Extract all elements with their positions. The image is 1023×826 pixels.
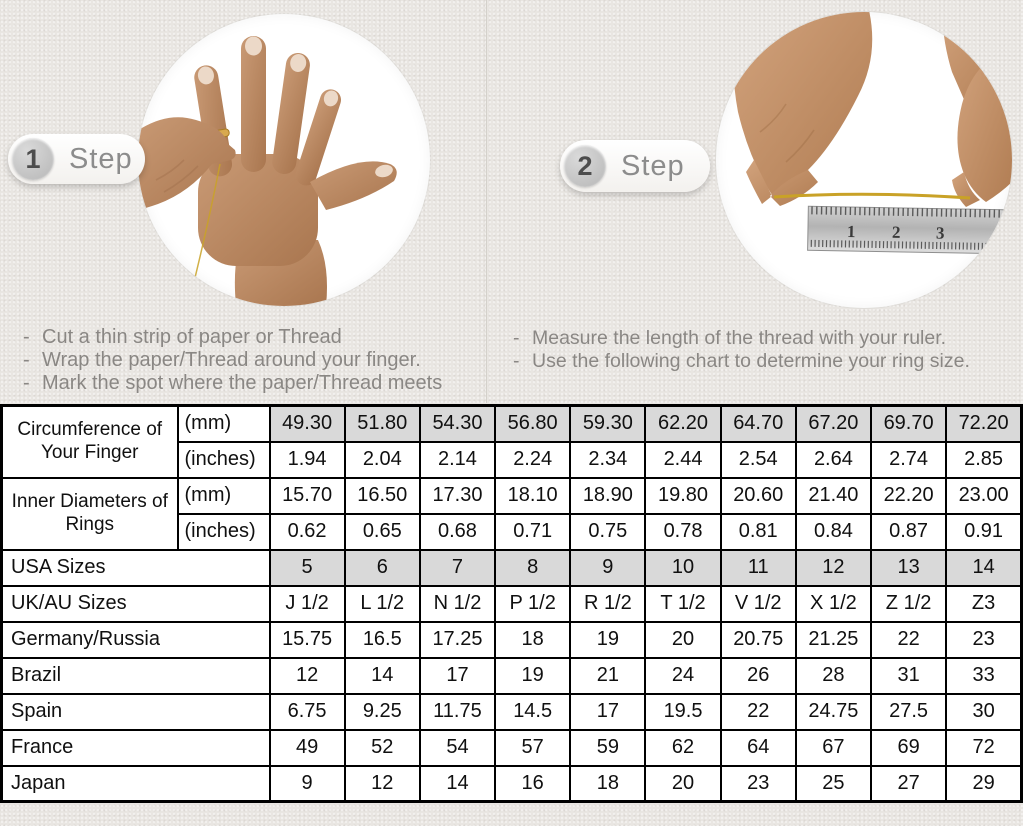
value-cell: 57 — [495, 730, 570, 766]
value-cell: 2.74 — [871, 442, 946, 478]
value-cell: 11 — [721, 550, 796, 586]
step2-label: Step — [621, 149, 685, 182]
table-row — [2, 730, 1022, 766]
value-cell: P 1/2 — [495, 586, 570, 622]
value-cell: 18 — [495, 622, 570, 658]
value-cell: 9 — [570, 550, 645, 586]
unit-label: (inches) — [178, 442, 270, 478]
value-cell: 7 — [420, 550, 495, 586]
size-row-label: USA Sizes — [2, 550, 270, 586]
value-cell: 25 — [796, 766, 871, 802]
value-cell: 31 — [871, 658, 946, 694]
table-row — [2, 766, 1022, 802]
value-cell: 0.87 — [871, 514, 946, 550]
value-cell: 14 — [420, 766, 495, 802]
ruler — [808, 206, 1012, 254]
value-cell: 62 — [645, 730, 720, 766]
value-cell: 49 — [270, 730, 345, 766]
value-cell: 0.78 — [645, 514, 720, 550]
value-cell: 67.20 — [796, 406, 871, 442]
gold-thread — [774, 194, 970, 198]
size-row-label: Japan — [2, 766, 270, 802]
value-cell: 2.64 — [796, 442, 871, 478]
value-cell: 19.80 — [645, 478, 720, 514]
value-cell: 12 — [345, 766, 420, 802]
value-cell: L 1/2 — [345, 586, 420, 622]
value-cell: 18.10 — [495, 478, 570, 514]
value-cell: 0.91 — [946, 514, 1021, 550]
step2-photo-circle — [716, 12, 1012, 308]
value-cell: 59.30 — [570, 406, 645, 442]
value-cell: Z 1/2 — [871, 586, 946, 622]
value-cell: 23.00 — [946, 478, 1021, 514]
table-row — [2, 586, 1022, 622]
value-cell: N 1/2 — [420, 586, 495, 622]
step2-badge — [560, 140, 710, 192]
value-cell: 2.24 — [495, 442, 570, 478]
value-cell: 14.5 — [495, 694, 570, 730]
value-cell: 0.84 — [796, 514, 871, 550]
step1-instructions — [16, 326, 486, 395]
value-cell: 2.44 — [645, 442, 720, 478]
value-cell: 27.5 — [871, 694, 946, 730]
value-cell: 0.62 — [270, 514, 345, 550]
step2-instructions — [506, 327, 1022, 373]
step1-photo-circle — [138, 14, 430, 306]
value-cell: R 1/2 — [570, 586, 645, 622]
unit-label: (inches) — [178, 514, 270, 550]
instruction-text: Measure the length of the thread with your ruler. — [532, 327, 947, 349]
hand-with-ring-photo — [138, 14, 430, 306]
value-cell: 24.75 — [796, 694, 871, 730]
value-cell: 28 — [796, 658, 871, 694]
unit-label: (mm) — [178, 478, 270, 514]
value-cell: 0.81 — [721, 514, 796, 550]
value-cell: 19 — [495, 658, 570, 694]
value-cell: 16.5 — [345, 622, 420, 658]
value-cell: 2.54 — [721, 442, 796, 478]
value-cell: 64.70 — [721, 406, 796, 442]
value-cell: V 1/2 — [721, 586, 796, 622]
table-row — [2, 622, 1022, 658]
table-row — [2, 550, 1022, 586]
size-row-label: Spain — [2, 694, 270, 730]
ruler-number-3: 3 — [935, 223, 945, 243]
value-cell: 17 — [420, 658, 495, 694]
step2-number: 2 — [564, 145, 606, 187]
value-cell: 17.30 — [420, 478, 495, 514]
instruction-item — [506, 327, 1022, 350]
size-row-label: Brazil — [2, 658, 270, 694]
value-cell: X 1/2 — [796, 586, 871, 622]
step1-number: 1 — [12, 138, 54, 180]
value-cell: 9.25 — [345, 694, 420, 730]
value-cell: 2.04 — [345, 442, 420, 478]
value-cell: 27 — [871, 766, 946, 802]
table-row — [2, 658, 1022, 694]
instruction-item — [16, 326, 486, 349]
instruction-item — [16, 372, 486, 395]
value-cell: 15.75 — [270, 622, 345, 658]
value-cell: 2.34 — [570, 442, 645, 478]
value-cell: 8 — [495, 550, 570, 586]
value-cell: 33 — [946, 658, 1021, 694]
instruction-text: Use the following chart to determine your ring size. — [532, 350, 970, 372]
value-cell: 18.90 — [570, 478, 645, 514]
value-cell: 11.75 — [420, 694, 495, 730]
unit-label: (mm) — [178, 406, 270, 442]
value-cell: 24 — [645, 658, 720, 694]
value-cell: 22 — [871, 622, 946, 658]
ring-size-table — [0, 404, 1023, 803]
value-cell: 14 — [345, 658, 420, 694]
instruction-text: Wrap the paper/Thread around your finger. — [42, 349, 421, 371]
value-cell: 49.30 — [270, 406, 345, 442]
value-cell: 52 — [345, 730, 420, 766]
value-cell: 20.60 — [721, 478, 796, 514]
value-cell: 51.80 — [345, 406, 420, 442]
value-cell: 9 — [270, 766, 345, 802]
value-cell: 69 — [871, 730, 946, 766]
value-cell: T 1/2 — [645, 586, 720, 622]
value-cell: 69.70 — [871, 406, 946, 442]
table-row — [2, 694, 1022, 730]
value-cell: 0.75 — [570, 514, 645, 550]
value-cell: 22.20 — [871, 478, 946, 514]
value-cell: 23 — [946, 622, 1021, 658]
step1-label: Step — [69, 142, 133, 175]
value-cell: 72 — [946, 730, 1021, 766]
value-cell: 5 — [270, 550, 345, 586]
value-cell: 19.5 — [645, 694, 720, 730]
value-cell: 26 — [721, 658, 796, 694]
value-cell: J 1/2 — [270, 586, 345, 622]
value-cell: 6 — [345, 550, 420, 586]
measuring-thread-with-ruler-photo — [716, 12, 1012, 308]
value-cell: 16 — [495, 766, 570, 802]
value-cell: 56.80 — [495, 406, 570, 442]
value-cell: 19 — [570, 622, 645, 658]
step1-badge — [8, 134, 145, 184]
value-cell: 21.25 — [796, 622, 871, 658]
value-cell: 21 — [570, 658, 645, 694]
instruction-item — [16, 349, 486, 372]
value-cell: 12 — [796, 550, 871, 586]
value-cell: 0.65 — [345, 514, 420, 550]
ruler-number-1: 1 — [846, 221, 856, 242]
row-group-label: Inner Diameters of Rings — [2, 478, 178, 550]
value-cell: 10 — [645, 550, 720, 586]
ruler-number-2: 2 — [891, 222, 901, 242]
table-row — [2, 406, 1022, 442]
value-cell: 54 — [420, 730, 495, 766]
value-cell: 20.75 — [721, 622, 796, 658]
value-cell: 64 — [721, 730, 796, 766]
instruction-text: Mark the spot where the paper/Thread meets — [42, 372, 443, 394]
size-row-label: Germany/Russia — [2, 622, 270, 658]
value-cell: 18 — [570, 766, 645, 802]
value-cell: 54.30 — [420, 406, 495, 442]
value-cell: 21.40 — [796, 478, 871, 514]
size-row-label: France — [2, 730, 270, 766]
value-cell: 15.70 — [270, 478, 345, 514]
value-cell: 23 — [721, 766, 796, 802]
value-cell: 6.75 — [270, 694, 345, 730]
row-group-label: Circumference of Your Finger — [2, 406, 178, 478]
value-cell: 13 — [871, 550, 946, 586]
value-cell: 59 — [570, 730, 645, 766]
value-cell: 2.14 — [420, 442, 495, 478]
bullet-dash: - — [513, 350, 520, 372]
value-cell: Z3 — [946, 586, 1021, 622]
table-row — [2, 478, 1022, 514]
value-cell: 62.20 — [645, 406, 720, 442]
instruction-text: Cut a thin strip of paper or Thread — [42, 326, 342, 348]
column-divider — [486, 0, 487, 403]
value-cell: 67 — [796, 730, 871, 766]
value-cell: 16.50 — [345, 478, 420, 514]
value-cell: 20 — [645, 622, 720, 658]
value-cell: 72.20 — [946, 406, 1021, 442]
value-cell: 17 — [570, 694, 645, 730]
value-cell: 1.94 — [270, 442, 345, 478]
bullet-dash: - — [23, 372, 30, 394]
value-cell: 0.71 — [495, 514, 570, 550]
bullet-dash: - — [513, 327, 520, 349]
value-cell: 29 — [946, 766, 1021, 802]
value-cell: 0.68 — [420, 514, 495, 550]
value-cell: 20 — [645, 766, 720, 802]
value-cell: 2.85 — [946, 442, 1021, 478]
value-cell: 22 — [721, 694, 796, 730]
instruction-item — [506, 350, 1022, 373]
bullet-dash: - — [23, 326, 30, 348]
value-cell: 12 — [270, 658, 345, 694]
value-cell: 17.25 — [420, 622, 495, 658]
size-row-label: UK/AU Sizes — [2, 586, 270, 622]
bullet-dash: - — [23, 349, 30, 371]
value-cell: 30 — [946, 694, 1021, 730]
value-cell: 14 — [946, 550, 1021, 586]
